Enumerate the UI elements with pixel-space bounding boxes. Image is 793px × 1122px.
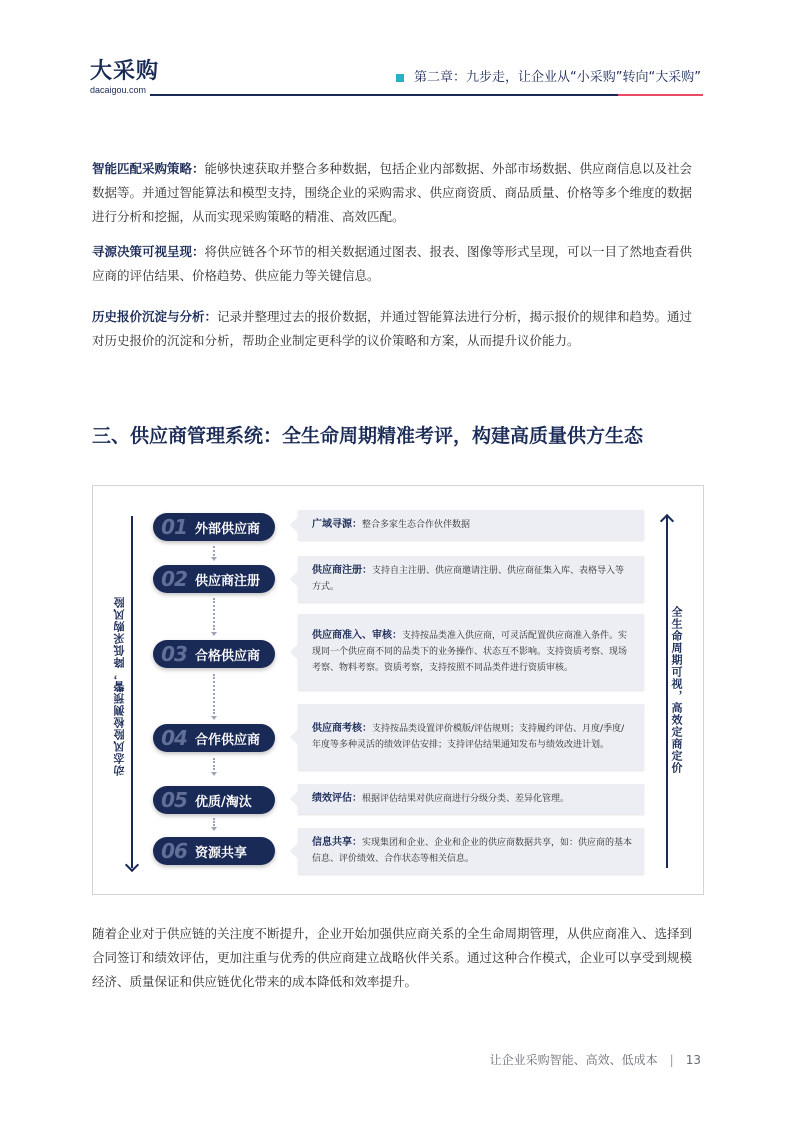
chapter-title-text: 第二章：九步走，让企业从“小采购”转向“大采购”: [414, 70, 701, 85]
connector-dots: [213, 598, 215, 630]
logo: 大采购: [90, 59, 160, 84]
paragraph-lead: 寻源决策可视呈现：: [92, 244, 205, 259]
paragraph-lead: 历史报价沉淀与分析：: [92, 309, 218, 324]
description-title: 绩效评估：: [312, 793, 362, 804]
step-label: 合作供应商: [195, 732, 261, 748]
description-title: 供应商考核：: [312, 723, 372, 734]
connector-arrow-icon: [211, 772, 217, 776]
step-05: [153, 786, 275, 814]
step-number: 06: [161, 839, 187, 863]
page-header: [0, 0, 793, 100]
step-04: [153, 724, 275, 752]
connector-arrow-icon: [211, 632, 217, 636]
description-text: 支持自主注册、供应商邀请注册、供应商征集入库、表格导入等方式。: [312, 566, 625, 592]
paragraph-lead: 智能匹配采购策略：: [92, 161, 205, 176]
arrow-up-icon: [660, 514, 674, 528]
right-side-caption: 全生命周期可视，高效定商定价: [670, 606, 683, 774]
paragraph-text: 记录并整理过去的报价数据，并通过智能算法进行分析，揭示报价的规律和趋势。通过对历史报价的沉淀和分析，帮助企业制定更科学的议价策略和方案，从而提升议价能力。: [92, 309, 693, 348]
step-05-description: [298, 784, 644, 814]
step-02-description: [298, 556, 644, 602]
description-text: 根据评估结果对供应商进行分级分类、差异化管理。: [362, 794, 570, 804]
footer-slogan: 让企业采购智能、高效、低成本: [489, 1053, 658, 1067]
chapter-square-icon: [396, 74, 404, 82]
step-label: 供应商注册: [195, 573, 261, 589]
left-side-caption: 动态风险检测预警，降低采购风险: [113, 596, 126, 776]
step-number: 04: [161, 726, 187, 750]
step-06-description: [298, 828, 644, 874]
connector-arrow-icon: [211, 557, 217, 561]
connector-dots: [213, 674, 215, 714]
step-number: 01: [161, 515, 187, 539]
step-04-description: [298, 704, 644, 770]
step-01: [153, 513, 275, 541]
step-label: 外部供应商: [195, 521, 261, 537]
footer-separator: |: [669, 1053, 674, 1067]
paragraph-visualization: [92, 240, 704, 288]
description-text: 整合多家生态合作伙伴数据: [362, 520, 471, 530]
step-number: 05: [161, 788, 187, 812]
step-label: 合格供应商: [195, 648, 261, 664]
paragraph-history-quotes: [92, 305, 704, 353]
connector-dots: [213, 546, 215, 556]
left-flow-line: [131, 516, 133, 868]
connector-arrow-icon: [211, 827, 217, 831]
right-flow-line: [666, 516, 668, 868]
description-title: 信息共享：: [312, 837, 362, 848]
description-text: 支持按品类准入供应商，可灵活配置供应商准入条件。实现同一个供应商不同的品类下的业务操作、状态互不影响。支持资质考察、现场考察、物料考察。资质考察，支持按照不同品类件进行资质审核。: [312, 631, 628, 673]
section-title: 三、供应商管理系统：全生命周期精准考评，构建高质量供方生态: [92, 425, 644, 447]
description-text: 实现集团和企业、企业和企业的供应商数据共享，如：供应商的基本信息、评价绩效、合作状态等相关信息。: [312, 838, 633, 864]
page-number: 13: [685, 1053, 701, 1067]
connector-arrow-icon: [211, 716, 217, 720]
page-footer: [490, 1052, 701, 1068]
connector-dots: [213, 758, 215, 770]
description-title: 广域寻源：: [312, 519, 362, 530]
step-03: [153, 640, 275, 668]
arrow-down-icon: [125, 858, 139, 872]
step-number: 02: [161, 567, 187, 591]
supplier-lifecycle-diagram: [92, 485, 704, 895]
step-03-description: [298, 614, 644, 690]
step-number: 03: [161, 642, 187, 666]
step-06: [153, 837, 275, 865]
paragraph-closing: 随着企业对于供应链的关注度不断提升，企业开始加强供应商关系的全生命周期管理，从供应商准入、选择到合同签订和绩效评估，更加注重与优秀的供应商建立战略伙伴关系。通过这种合作模式，企业可以享受到规模经济、质量保证和供应链优化带来的成本降低和效率提升。: [92, 926, 693, 989]
description-title: 供应商注册：: [312, 565, 372, 576]
step-label: 资源共享: [195, 845, 248, 861]
logo-url: dacaigou.com: [90, 85, 147, 95]
paragraph-smart-matching: [92, 157, 704, 229]
description-title: 供应商准入、审核：: [312, 630, 402, 641]
connector-dots: [213, 818, 215, 826]
paragraph-text: 将供应链各个环节的相关数据通过图表、报表、图像等形式呈现，可以一目了然地查看供应商的评估结果、价格趋势、供应能力等关键信息。: [92, 244, 693, 283]
header-divider-accent: [618, 94, 703, 96]
step-02: [153, 565, 275, 593]
paragraph-text: 能够快速获取并整合多种数据，包括企业内部数据、外部市场数据、供应商信息以及社会数据等。并通过智能算法和模型支持，围绕企业的采购需求、供应商资质、商品质量、价格等多个维度的数据进行分析和挖掘，从而实现采购策略的精准、高效匹配。: [92, 161, 693, 224]
description-text: 支持按品类设置评价模版/评估规则；支持履约评估、月度/季度/年度等多种灵活的绩效评估安排；支持评估结果通知发布与绩效改进计划。: [312, 724, 625, 750]
step-label: 优质/淘汰: [195, 794, 252, 810]
step-01-description: [298, 510, 644, 540]
chapter-title: [396, 70, 701, 86]
